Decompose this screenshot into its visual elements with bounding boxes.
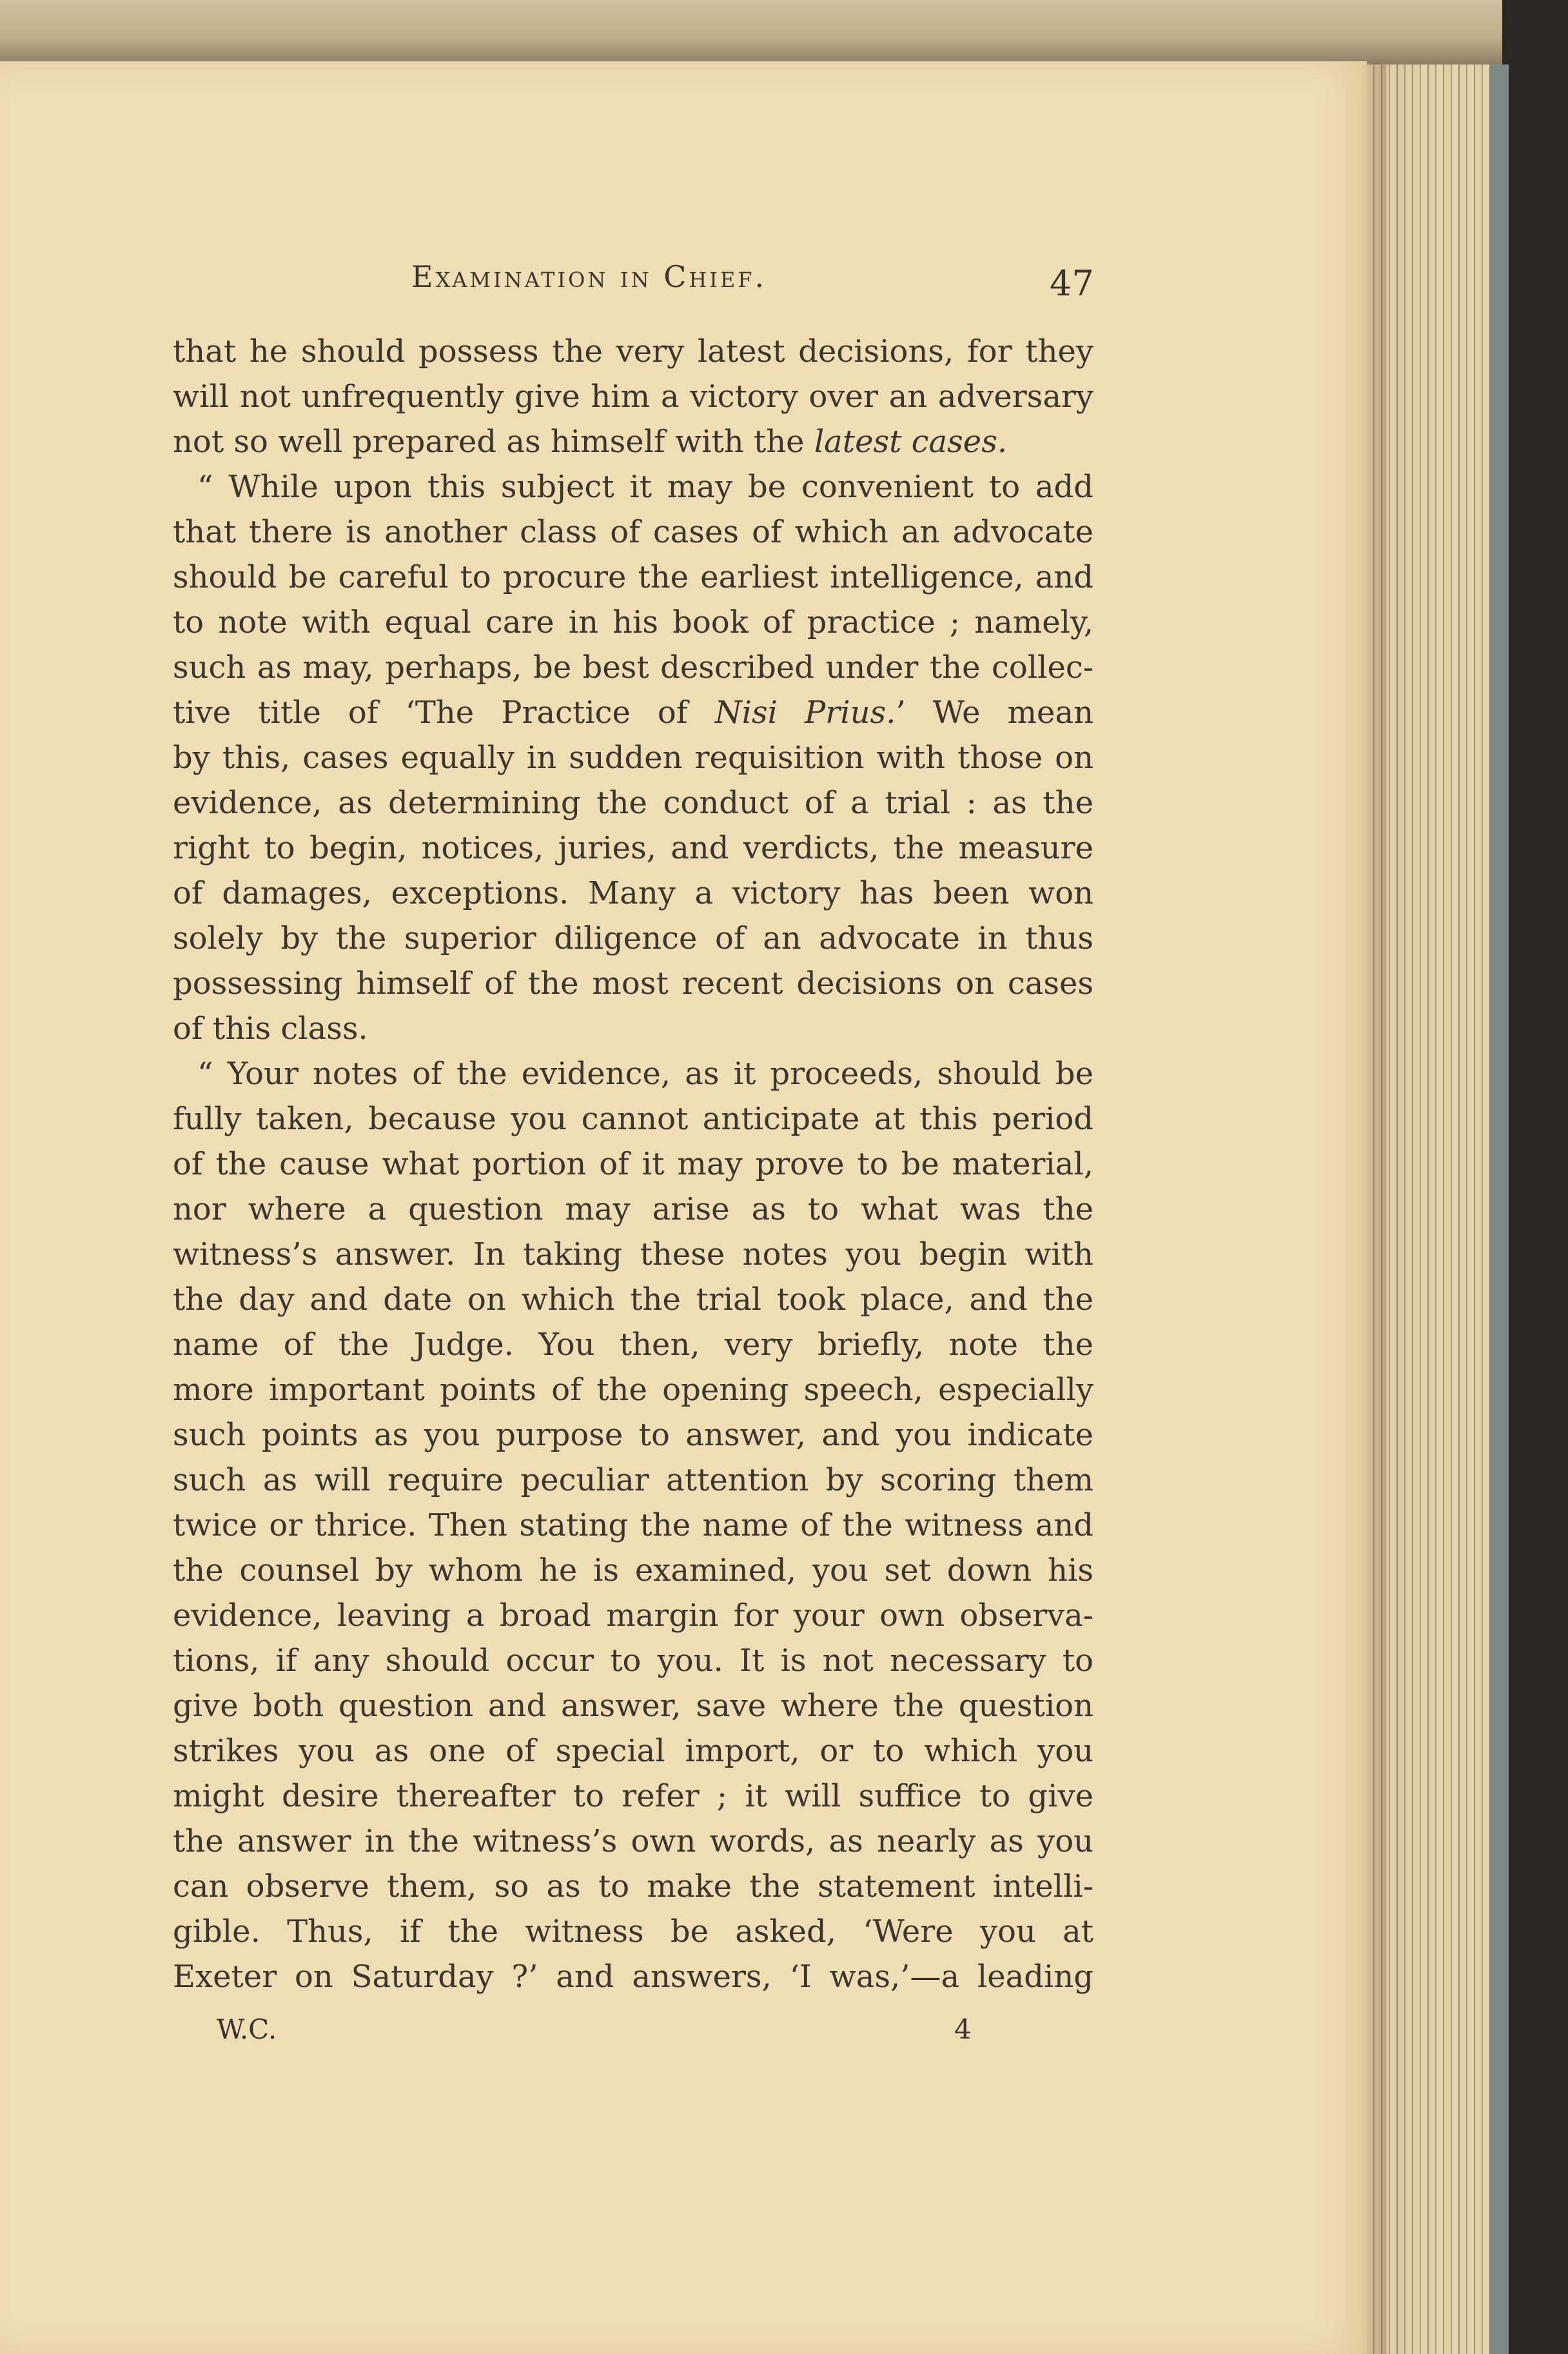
text-line: by this, cases equally in sudden requisition with those on: [173, 740, 1093, 776]
text-line: strikes you as one of special import, or to which you: [173, 1733, 1093, 1769]
text-line: the counsel by whom he is examined, you set down his: [173, 1552, 1093, 1588]
page-number: 47: [1050, 263, 1094, 304]
text-line: name of the Judge. You then, very briefly, note the: [173, 1327, 1093, 1363]
running-head: [411, 259, 767, 294]
text-line: evidence, leaving a broad margin for your own observa-: [173, 1597, 1093, 1634]
running-head-text: Examination in Chief.: [411, 259, 767, 294]
text-run: not so well prepared as himself with the: [173, 424, 814, 460]
text-line: nor where a question may arise as to what was the: [173, 1191, 1093, 1227]
text-line: fully taken, because you cannot anticipate at this period: [173, 1101, 1093, 1137]
text-line: “ Your notes of the evidence, as it proceeds, should be: [197, 1056, 1093, 1092]
text-line: such as may, perhaps, be best described under the collec-: [173, 649, 1093, 686]
text-run: ’ We mean: [896, 695, 1093, 731]
italic-run: Nisi Prius.: [714, 695, 896, 731]
text-line: can observe them, so as to make the statement intelli-: [173, 1868, 1093, 1904]
signature-mark: W.C.: [217, 2013, 277, 2045]
text-line: that he should possess the very latest decisions, for they: [173, 333, 1093, 370]
text-line: such as will require peculiar attention by scoring them: [173, 1462, 1093, 1498]
text-line: of the cause what portion of it may prove to be material,: [173, 1146, 1093, 1182]
page-gutter-shade: [1360, 64, 1386, 2354]
text-line: of this class.: [173, 1011, 368, 1047]
text-line: “ While upon this subject it may be convenient to add: [197, 469, 1093, 505]
text-line: tions, if any should occur to you. It is not necessary to: [173, 1643, 1093, 1679]
text-line: should be careful to procure the earliest intelligence, and: [173, 559, 1093, 595]
text-line: to note with equal care in his book of practice ; namely,: [173, 604, 1093, 640]
text-line: twice or thrice. Then stating the name of the witness and: [173, 1507, 1093, 1543]
text-line: evidence, as determining the conduct of a trial : as the: [173, 785, 1093, 821]
text-line: witness’s answer. In taking these notes you begin with: [173, 1236, 1093, 1272]
text-line: gible. Thus, if the witness be asked, ‘Were you at: [173, 1914, 1093, 1950]
text-line: solely by the superior diligence of an advocate in thus: [173, 920, 1093, 956]
text-line: give both question and answer, save where the question: [173, 1688, 1093, 1724]
text-line: will not unfrequently give him a victory over an adversary: [173, 379, 1093, 415]
text-line: right to begin, notices, juries, and verdicts, the measure: [173, 830, 1093, 866]
cover-top-edge: [0, 0, 1502, 64]
text-line: such points as you purpose to answer, and you indicate: [173, 1417, 1093, 1453]
italic-run: latest cases.: [814, 424, 1008, 460]
text-line: of damages, exceptions. Many a victory has been won: [173, 875, 1093, 911]
text-line: might desire thereafter to refer ; it will suffice to give: [173, 1778, 1093, 1814]
signature-number: 4: [954, 2013, 972, 2045]
text-line: the answer in the witness’s own words, as nearly as you: [173, 1823, 1093, 1859]
text-run: tive title of ‘The Practice of: [173, 695, 715, 731]
text-line: possessing himself of the most recent decisions on cases: [173, 965, 1093, 1002]
text-line: that there is another class of cases of which an advocate: [173, 514, 1093, 550]
text-line: [173, 419, 1093, 464]
text-line: [173, 690, 1093, 735]
text-line: more important points of the opening speech, especially: [173, 1372, 1093, 1408]
text-line: Exeter on Saturday ?’ and answers, ‘I was,’—a leading: [173, 1959, 1093, 1995]
text-line: the day and date on which the trial took place, and the: [173, 1281, 1093, 1318]
